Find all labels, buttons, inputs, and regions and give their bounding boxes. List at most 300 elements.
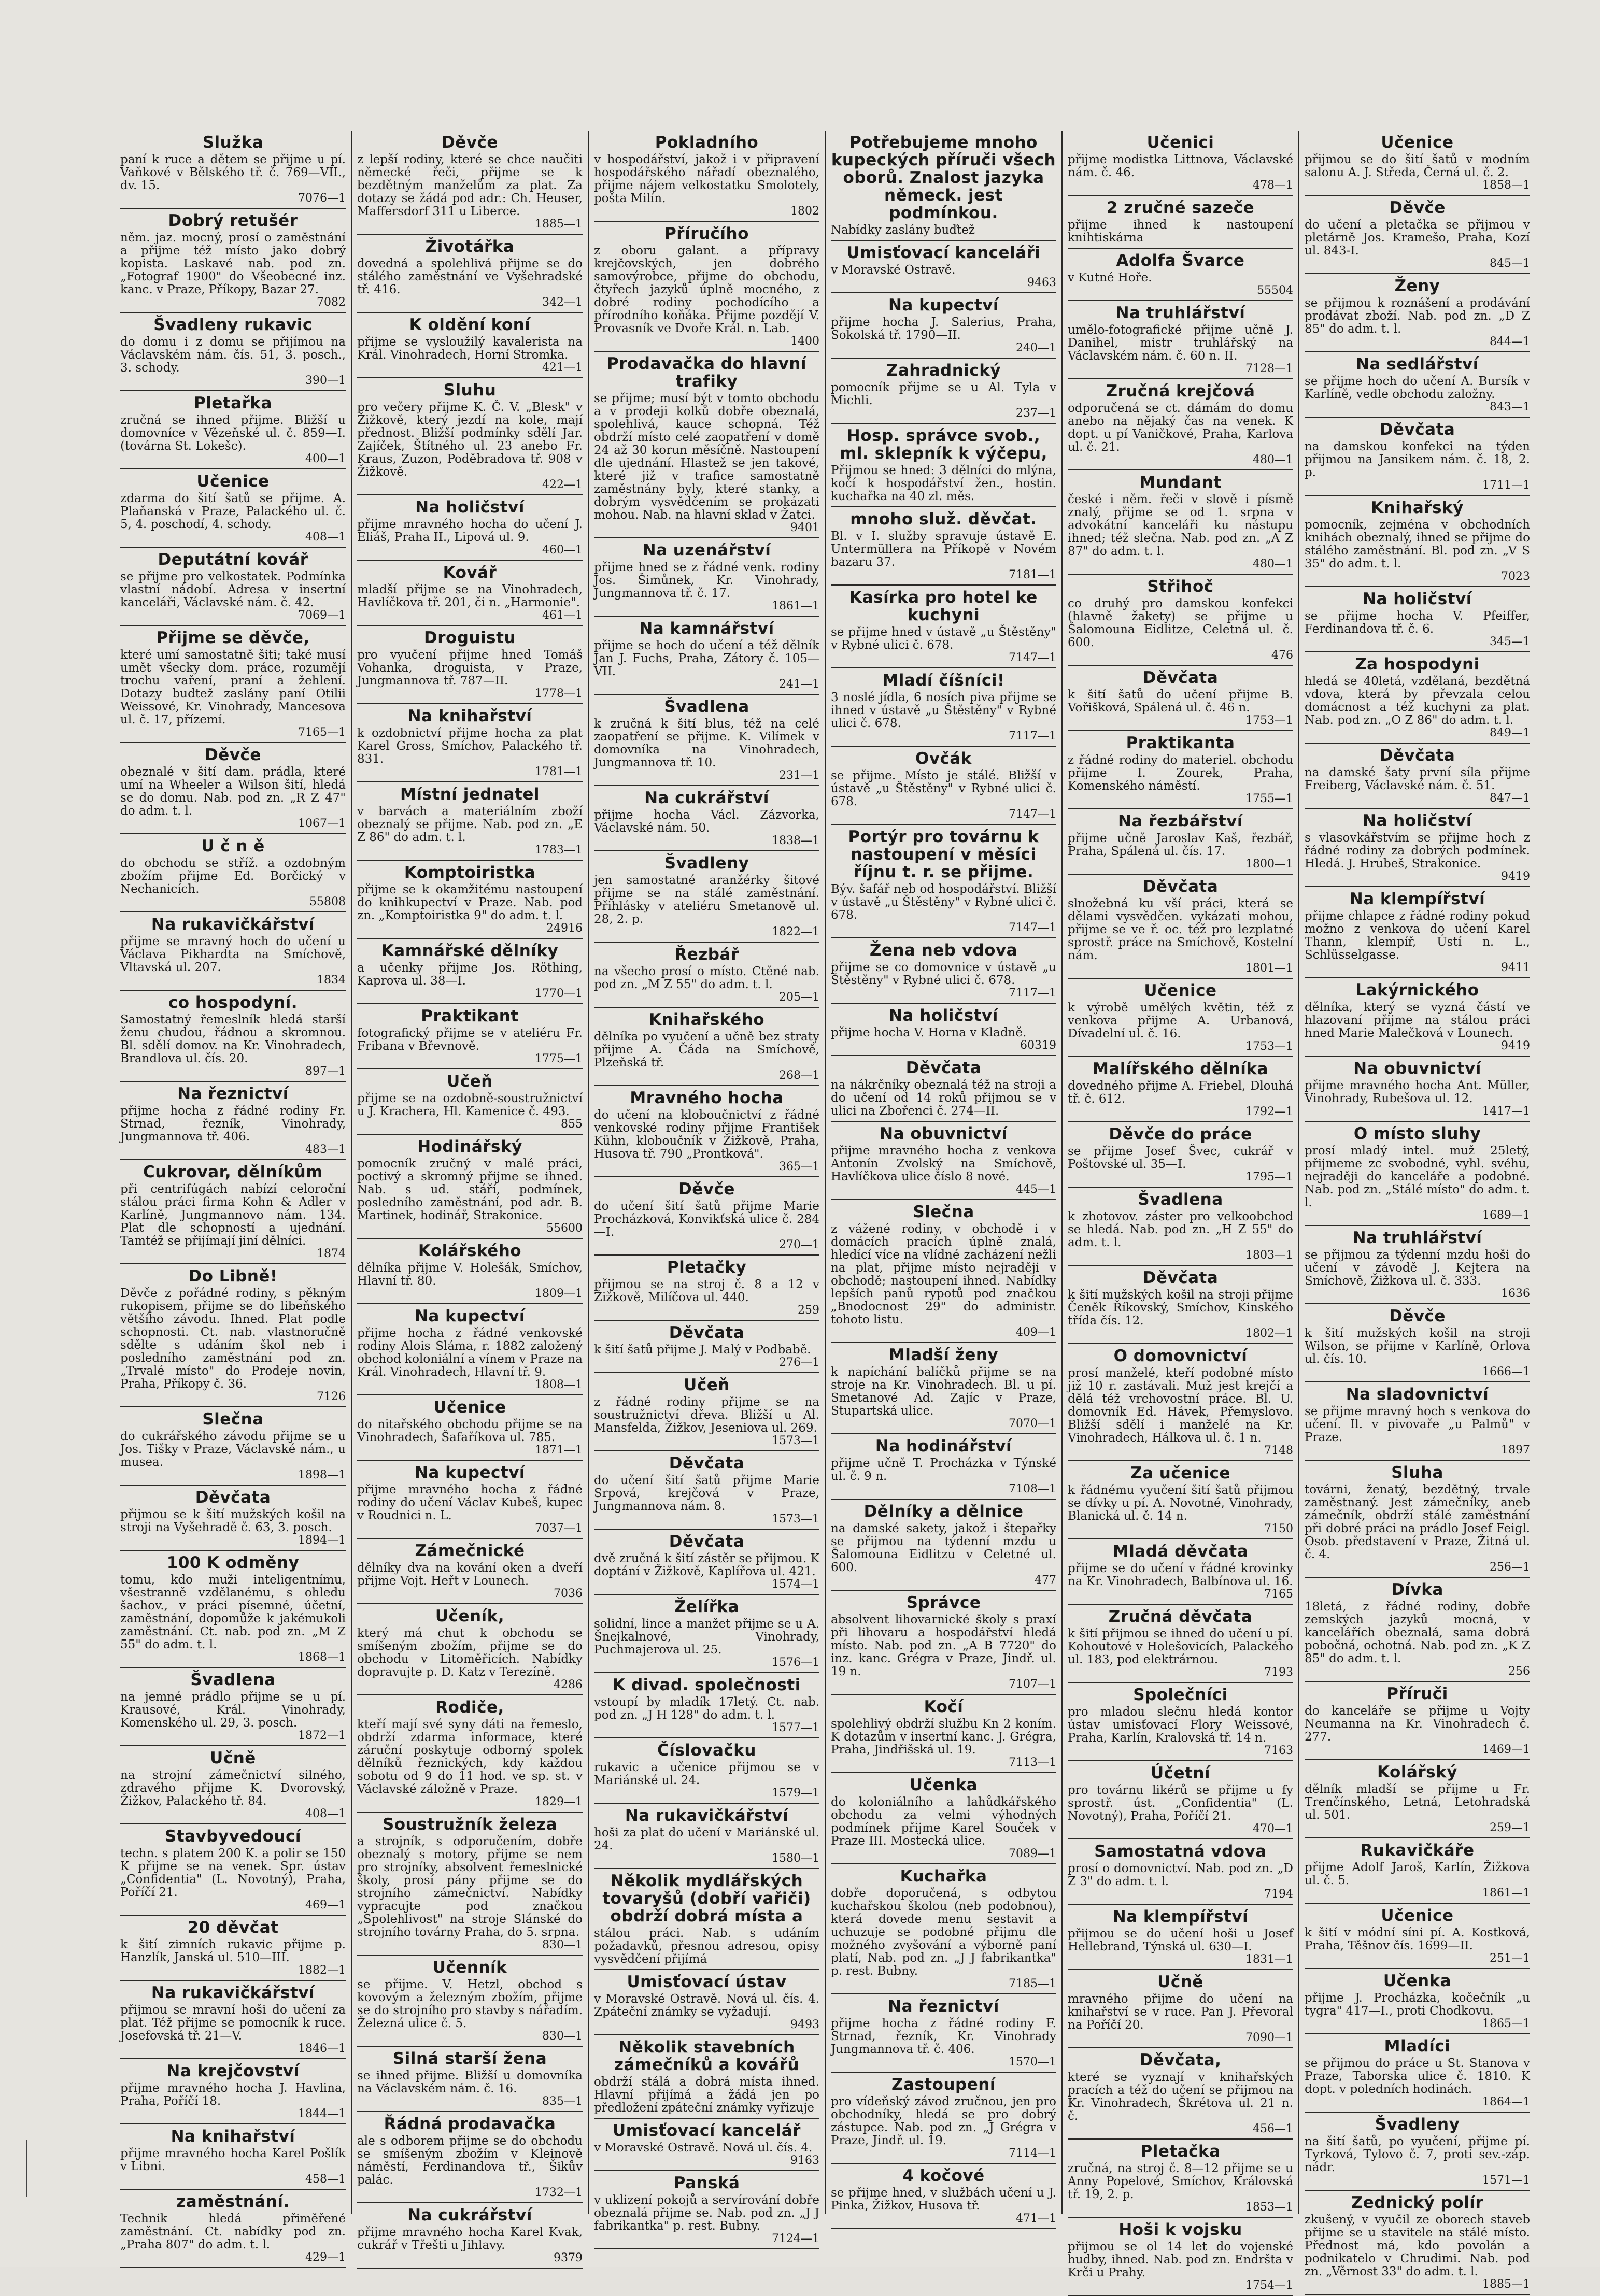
- ad-text: solidní, lince a manžet přijme se u A. Šnejkalnové, Vinohrady, Puchmajerova ul. 25.: [594, 1617, 819, 1657]
- ad-code: 9419: [1501, 870, 1530, 883]
- ad-heading: Švadleny: [664, 854, 749, 873]
- classified-ad: [120, 1264, 346, 1407]
- ad-code: 9401: [790, 521, 819, 534]
- ad-heading: Dělníky a dělnice: [863, 1502, 1024, 1521]
- classified-ad: [831, 668, 1056, 747]
- ad-heading: Děvčata: [1379, 420, 1455, 439]
- ad-text: hoši za plat do učení v Mariánské ul. 24.: [594, 1826, 819, 1852]
- classified-ad: [1068, 2140, 1293, 2218]
- classified-ad: [1305, 352, 1530, 418]
- ad-heading: Společníci: [1133, 1686, 1228, 1704]
- ad-text: přijmou se na stroj č. 8 a 12 v Žižkově, Milíčova ul. 440.: [594, 1278, 819, 1304]
- ad-heading: Dívka: [1391, 1580, 1443, 1599]
- ad-heading: Mladá děvčata: [1112, 1542, 1249, 1561]
- ad-column: [825, 131, 1061, 2225]
- ad-text: k napíchání balíčků přijme se na stroje na Kr. Vinohradech. Bl. u pí. Smetanové Ad. Zajíc v Praze, Stupartská ulice.: [831, 1365, 1056, 1418]
- classified-ad: [594, 1177, 819, 1256]
- classified-ad: [1305, 1969, 1530, 2034]
- ad-heading: 4 kočové: [902, 2166, 985, 2185]
- ad-heading: Na řezbářství: [1117, 812, 1243, 831]
- ad-code: 55808: [309, 895, 346, 908]
- ad-text: k šití šatů přijme J. Malý v Podbabě.: [594, 1343, 811, 1357]
- ad-heading: Pletařka: [194, 394, 272, 412]
- classified-ad: [120, 2190, 346, 2268]
- ad-code: 7113—1: [1009, 1756, 1056, 1769]
- ad-text: absolvent lihovarnické školy s praxí při lihovaru a hospodářství hledá místo. Nab. pod zn. „A B 7720" do inz. kanc. Grégra v Praze, Jindř. ul. 19 n.: [831, 1613, 1056, 1678]
- ad-code: 268—1: [779, 1069, 819, 1082]
- ad-code: 1781—1: [535, 765, 583, 778]
- ad-text: přijmou se mravní hoši do učení za plat. Též přijme se pomocník k ruce. Josefovská tř. 21—V.: [120, 2003, 346, 2043]
- ad-heading: Droguistu: [423, 629, 516, 647]
- classified-ad: [1068, 1683, 1293, 1761]
- ad-heading: Správce: [906, 1593, 981, 1612]
- ad-column: [1298, 131, 1535, 2291]
- ad-text: jen samostatné aranžérky šitové přijme se na stálé zaměstnání. Přihlásky v ateliéru Smetanově ul. 28, 2. p.: [594, 874, 819, 926]
- ad-heading: Praktikant: [421, 1007, 519, 1025]
- classified-ad: [831, 825, 1056, 938]
- classified-ad: [831, 1994, 1056, 2073]
- classified-ad: [1305, 2113, 1530, 2191]
- ad-heading: Děvčata: [1379, 746, 1455, 765]
- classified-ad: [1305, 131, 1530, 196]
- ad-code: 1882—1: [298, 1964, 346, 1977]
- ad-text: přijme mravného hocha do učení J. Eliáš, Praha II., Lipová ul. 9.: [357, 518, 583, 544]
- ad-text: při centrifúgách nabízí celoroční stálou práci firma Kohn & Adler v Karlíně, Jungmannovo nám. 134. Plat dle schopností a ujednání. Tamtéž se přijímají jiní dělníci.: [120, 1182, 346, 1248]
- classified-ad: [594, 1008, 819, 1086]
- ad-heading: Potřebujeme mnoho kupeckých příruči všech oborů. Znalost jazyka německ. jest podmínkou.: [831, 133, 1056, 222]
- ad-text: přijme hocha z řádné venkovské rodiny Alois Sláma, r. 1882 založený obchod koloniální a vínem v Praze na Král. Vinohradech, Hlavní tř. 9.: [357, 1327, 583, 1379]
- ad-text: v Kutné Hoře.: [1068, 271, 1152, 284]
- ad-code: 461—1: [542, 609, 583, 622]
- ad-heading: Mladíci: [1384, 2037, 1451, 2056]
- classified-ad: [1068, 1761, 1293, 1839]
- ad-code: 1573—1: [772, 1434, 819, 1447]
- ad-heading: Na uzenářství: [642, 541, 771, 560]
- ad-heading: Na holičství: [1363, 811, 1472, 830]
- classified-ad: [831, 1004, 1056, 1056]
- ad-code: 1753—1: [1245, 714, 1293, 727]
- ad-code: 1898—1: [298, 1468, 346, 1481]
- ad-heading: Číslovačku: [657, 1741, 756, 1760]
- ad-text: mladší přijme se na Vinohradech, Havlíčkova tř. 201, či n. „Harmonie".: [357, 583, 583, 609]
- ad-heading: Želířka: [674, 1598, 740, 1616]
- ad-text: dělníka, který se vyzná částí ve hlazovaní přijme na stálou práci hned Marie Malečková v Lounech.: [1305, 1001, 1530, 1040]
- ad-heading: Sluhu: [443, 381, 497, 400]
- ad-heading: Učenice: [196, 472, 270, 491]
- ad-text: prosí mladý intel. muž 25letý, přijmeme zc svobodné, vyhl. svéhu, nejraději do kanceláře a podobné. Nab. pod zn. „Stálé místo" do adm. t. l.: [1305, 1144, 1530, 1209]
- classified-ad: [120, 912, 346, 991]
- ad-code: 849—1: [1490, 726, 1530, 739]
- classified-ad: [831, 1200, 1056, 1343]
- ad-text: pro továrnu likérů se přijme u fy sprostř. úst. „Confidentia" (L. Novotný), Praha, Poříčí 21.: [1068, 1784, 1293, 1823]
- ad-text: se přijme. V. Hetzl, obchod s kovovým a železným zbožím, přijme se do strojního pro stavby s nářadím. Železná ulice č. 5.: [357, 1978, 583, 2030]
- ad-text: pomocník zručný v malé práci, poctivý a skromný přijme se ihned. Nab. s ud. stáří, podmínek, posledního zaměstnání, pod adr. B. Martinek, hodinář, Strakonice.: [357, 1157, 583, 1222]
- ad-code: 1469—1: [1482, 1743, 1530, 1756]
- ad-heading: Děvčata: [669, 1532, 745, 1551]
- classified-ad: [1305, 1760, 1530, 1838]
- ad-heading: Žena neb vdova: [869, 941, 1018, 960]
- ad-heading: Mundant: [1139, 473, 1222, 492]
- ad-code: 1755—1: [1245, 792, 1293, 805]
- classified-ad: [120, 2124, 346, 2190]
- ad-text: z oboru galant. a přípravy krejčovských, jen dobrého samovýrobce, přijme do obchodu, čtyřech jazyků úplně mocného, z dobré rodiny pochodícího a přírodního koňáka. Přijme pozdějí V. Provasník ve Dvoře Král. n. Lab.: [594, 244, 819, 335]
- ad-text: české i něm. řeči v slově i písmě znalý, přijme se od 1. srpna v advokátní kanceláři ku nástupu ihned; též slečna. Nab. pod zn. „A Z 87" do adm. t. l.: [1068, 493, 1293, 558]
- classified-ad: [1068, 731, 1293, 809]
- classified-ad: [120, 2059, 346, 2124]
- ad-heading: Za hospodyni: [1355, 655, 1480, 674]
- ad-text: do kanceláře se přijme u Vojty Neumanna na Kr. Vinohradech č. 277.: [1305, 1704, 1530, 1744]
- classified-ad: [357, 1604, 583, 1695]
- classified-ad: [1305, 1304, 1530, 1382]
- ad-text: 18letá, z řádné rodiny, dobře zemských jazyků mocná, v kancelářích obeznalá, sama dobrá pobočná, ochotná. Nab. pod zn. „K Z 85" do adm. t. l.: [1305, 1600, 1530, 1665]
- ad-code: 9463: [1027, 276, 1056, 289]
- ad-text: přijme mravného hocha Karel Kvak, cukrář v Třešti u Jihlavy.: [357, 2226, 583, 2252]
- ad-heading: Zručná krejčová: [1106, 382, 1255, 401]
- ad-code: 408—1: [305, 531, 346, 544]
- ad-code: 7037—1: [535, 1522, 583, 1535]
- ad-heading: Švadlena: [664, 697, 749, 716]
- classified-ad: [357, 861, 583, 939]
- ad-text: přijme hocha Václ. Zázvorka, Václavské nám. 50.: [594, 808, 819, 835]
- classified-ad: [831, 131, 1056, 241]
- ad-code: 445—1: [1016, 1183, 1056, 1196]
- classified-ad: [831, 2164, 1056, 2229]
- ad-text: k zhotovov. záster pro velkoobchod se hledá. Nab. pod zn. „H Z 55" do adm. t. l.: [1068, 1210, 1293, 1249]
- ad-code: 1829—1: [535, 1795, 583, 1808]
- ad-text: se přijmou za týdenní mzdu hoši do učení v závodě J. Kejtera na Smíchově, Žižkova ul. č. 333.: [1305, 1248, 1530, 1288]
- classified-ad: [1305, 2034, 1530, 2113]
- ad-code: 7181—1: [1009, 568, 1056, 581]
- classified-ad: [1305, 978, 1530, 1057]
- ad-heading: Zámečnické: [415, 1542, 525, 1560]
- ad-text: přijme ihned k nastoupení knihtiskárna: [1068, 218, 1293, 245]
- ad-code: 1834: [317, 974, 346, 987]
- ad-text: k řádnému vyučení šití šatů přijmou se dívky u pí. A. Novotné, Vinohrady, Blanická ul. č. 14 n.: [1068, 1484, 1293, 1523]
- classified-ad: [1068, 470, 1293, 575]
- ad-code: 1864—1: [1482, 2095, 1530, 2108]
- ad-heading: Na cukrářství: [644, 789, 769, 807]
- ad-heading: Na obuvnictví: [1353, 1059, 1481, 1078]
- classified-ad: [120, 1668, 346, 1746]
- classified-ad: [1068, 1539, 1293, 1605]
- classified-ad: [594, 2119, 819, 2171]
- ad-code: 231—1: [779, 769, 819, 782]
- ad-code: 1778—1: [535, 687, 583, 700]
- classified-ad: [120, 313, 346, 391]
- classified-ad: [1068, 1188, 1293, 1266]
- ad-code: 460—1: [542, 544, 583, 557]
- classified-ad: [831, 507, 1056, 586]
- ad-text: na všecho prosí o místo. Ctěné nab. pod zn. „M Z 55" do adm. t. l.: [594, 965, 819, 991]
- classified-ad: [594, 131, 819, 222]
- classified-ad: [1068, 249, 1293, 301]
- ad-code: 1792—1: [1245, 1105, 1293, 1118]
- classified-ad: [120, 743, 346, 834]
- ad-heading: Učenice: [1381, 1906, 1454, 1925]
- classified-ad: [1068, 1970, 1293, 2048]
- classified-ad: [120, 1486, 346, 1551]
- ad-heading: O místo sluhy: [1353, 1124, 1481, 1143]
- classified-ad: [1068, 1057, 1293, 1122]
- ad-text: do učení šití šatů přijme Marie Procházková, Konvikťská ulice č. 284—I.: [594, 1200, 819, 1239]
- ad-code: 7117—1: [1009, 730, 1056, 743]
- ad-heading: Sluha: [1391, 1463, 1443, 1482]
- ad-code: 1838—1: [772, 834, 819, 847]
- ad-heading: Panská: [673, 2174, 740, 2192]
- classified-ad: [357, 561, 583, 626]
- classified-ad: [357, 313, 583, 378]
- ad-heading: Dobrý retušér: [168, 211, 298, 230]
- ad-code: 7185—1: [1009, 1977, 1056, 1990]
- ad-text: přijme hocha z řádné rodiny F. Strnad, řezník, Kr. Vinohrady Jungmannova tř. č. 406.: [831, 2017, 1056, 2056]
- ad-code: 1844—1: [298, 2107, 346, 2120]
- classified-ad: [1305, 1682, 1530, 1760]
- ad-heading: Učenka: [909, 1776, 978, 1794]
- ad-text: přijme učně Jaroslav Kaš, řezbář, Praha, Spálená ul. čís. 17.: [1068, 832, 1293, 858]
- classified-ad: [594, 786, 819, 851]
- ad-text: přijme mravného hocha z venkova Antonín Zvolský na Smíchově, Havlíčkova ulice číslo 8 nové.: [831, 1144, 1056, 1183]
- classified-ad: [120, 469, 346, 548]
- ad-code: 469—1: [305, 1899, 346, 1912]
- classified-ad: [831, 938, 1056, 1004]
- classified-ad: [831, 1343, 1056, 1434]
- ad-text: pro vídeňský závod zručnou, jen pro obchodníky, hledá se pro dobrý zástupce. Nab. pod zn. „J Grégra v Praze, Jindř. ul. 19.: [831, 2095, 1056, 2147]
- classified-ad: [357, 2112, 583, 2203]
- ad-text: které umí samostatně šiti; také musí umět všecky dom. práce, rozumějí trochu vaření, praní a žehlení. Dotazy budtež zaslány paní Otilii Weissové, Kr. Vinohrady, Mancesova ul. č. 17, přízemí.: [120, 648, 346, 726]
- ad-heading: mnoho služ. děvčat.: [850, 510, 1037, 529]
- ad-code: 270—1: [779, 1238, 819, 1251]
- ad-text: se přijme; musí být v tomto obchodu a v prodeji kolků dobře obeznalá, spolehlivá, kauce schopná. Též obdrží místo celé zaopatření v domě 24 až 30 korun měsíčně. Nastoupení dle ujednání. Hlastež se jen takové, které již v trafice samostatně zaměstnány byly, které stanky, a dobrým vysvědčením se prokázati mohou. Nab. na hlavní sklad v Žatci.: [594, 392, 819, 522]
- ad-text: se přijme hned v ústavě „u Štěstěny" v Rybné ulici č. 678.: [831, 625, 1056, 652]
- ad-text: zručná se ihned přijme. Bližší u domovníce v Vězeňské ul. č. 859—I. (továrna St. Lokešc).: [120, 413, 346, 453]
- ad-text: dělníka přijme V. Holešák, Smíchov, Hlavní tř. 80.: [357, 1261, 583, 1288]
- ad-text: k šití šatů do učení přijme B. Vořišková, Spálená ul. č. 46 n.: [1068, 688, 1293, 715]
- ad-heading: Adolfa Švarce: [1116, 251, 1245, 270]
- ad-code: 1861—1: [1482, 1887, 1530, 1900]
- classified-ad: [357, 1004, 583, 1069]
- ad-heading: Zručná děvčata: [1108, 1607, 1253, 1626]
- ad-code: 205—1: [779, 991, 819, 1004]
- ad-heading: Stavbyvedoucí: [165, 1827, 301, 1846]
- ad-code: 830—1: [542, 1938, 583, 1951]
- ad-column: [588, 131, 825, 2245]
- ad-code: 1803—1: [1245, 1249, 1293, 1262]
- ad-text: do cukrářského závodu přijme se u Jos. Tišky v Praze, Václavské nám., u musea.: [120, 1430, 346, 1469]
- classified-ad: [357, 1239, 583, 1304]
- ad-text: Technik hledá přiměřené zaměstnání. Ct. nabídky pod zn. „Praha 807" do adm. t. l.: [120, 2212, 346, 2251]
- ad-code: 7128—1: [1245, 362, 1293, 375]
- ad-code: 1822—1: [772, 925, 819, 938]
- classified-ad: [594, 1373, 819, 1451]
- ad-code: 422—1: [542, 478, 583, 491]
- ad-heading: Na holičství: [889, 1006, 998, 1025]
- ad-heading: Učenice: [1381, 133, 1454, 152]
- ad-code: 7090—1: [1245, 2031, 1293, 2044]
- ad-code: 1711—1: [1482, 479, 1530, 492]
- ad-code: 1809—1: [535, 1287, 583, 1300]
- ad-code: 1865—1: [1482, 2017, 1530, 2030]
- ad-text: z řádné rodiny přijme se na soustružnictví dřeva. Bližší u Al. Mansfelda, Žižkov, Jeseniova ul. 269.: [594, 1395, 819, 1435]
- ad-heading: Kolářský: [1377, 1763, 1457, 1781]
- ad-heading: Komptoiristka: [404, 863, 536, 882]
- ad-text: umělo-fotografické přijme učně J. Danihel, mistr truhlářský na Václavském nám. č. 60 n. II.: [1068, 323, 1293, 363]
- ad-column: [351, 131, 588, 2264]
- classified-ad: [594, 695, 819, 786]
- classified-ad: [831, 293, 1056, 359]
- ad-text: hledá se 40letá, vzdělaná, bezdětná vdova, která by převzala celou domácnost a též kuchyni za plat. Nab. pod zn. „O Z 86" do adm. t. l.: [1305, 675, 1530, 727]
- ad-heading: Na obuvnictví: [880, 1124, 1008, 1143]
- ad-code: 458—1: [305, 2173, 346, 2186]
- ad-code: 7147—1: [1009, 921, 1056, 934]
- ad-text: přijme se mravný hoch do učení u Václava Pikhardta na Smíchově, Vltavská ul. 207.: [120, 935, 346, 974]
- ad-heading: Na hodinářství: [875, 1437, 1012, 1456]
- classified-ad: [1305, 1461, 1530, 1578]
- ad-code: 7165—1: [298, 726, 346, 739]
- classified-ad: [594, 1451, 819, 1530]
- ad-text: do učení na kloboučnictví z řádné venkovské rodiny přijme František Kühn, kloboučník v Žižkově, Praha, Husova tř. 790 „Prontková".: [594, 1108, 819, 1161]
- ad-text: se přijme hocha V. Pfeiffer, Ferdinandova tř. č. 6.: [1305, 609, 1530, 636]
- ad-text: do koloniálního a lahůdkářského obchodu za velmi výhodných podmínek přijme Karel Souček v Praze III. Mostecká ulice.: [831, 1795, 1056, 1848]
- ad-text: v barvách a materiálním zboží obeznalý se přijme. Nab. pod zn. „E Z 86" do adm. t. l.: [357, 805, 583, 844]
- ad-code: 1795—1: [1245, 1171, 1293, 1183]
- binding-line: [26, 2140, 27, 2197]
- classified-ad: [120, 209, 346, 313]
- ad-code: 400—1: [305, 452, 346, 465]
- ad-heading: Kuchařka: [900, 1867, 987, 1886]
- ad-text: na strojní zámečnictví silného, zdravého přijme K. Dvorovský, Žižkov, Palackého tř. 84.: [120, 1769, 346, 1808]
- ad-heading: Ženy: [1394, 277, 1440, 295]
- classified-ad: [1305, 887, 1530, 978]
- ad-heading: Na holičství: [1363, 590, 1472, 608]
- ad-heading: Na rukavičkářství: [151, 1984, 315, 2002]
- ad-text: Bl. v I. služby spravuje ústavě E. Untermüllera na Příkopě v Novém bazaru 37.: [831, 530, 1056, 569]
- ad-heading: Učně: [1157, 1973, 1203, 1991]
- ad-text: k šití přijmou se ihned do učení u pí. Kohoutové v Holešovicích, Palackého ul. 183, pod elektrárnou.: [1068, 1627, 1293, 1666]
- ad-heading: Portýr pro továrnu k nastoupení v měsíci říjnu t. r. se přijme.: [848, 828, 1039, 881]
- ad-code: 1753—1: [1245, 1040, 1293, 1053]
- ad-text: v Moravské Ostravě.: [831, 263, 956, 277]
- ad-heading: Ovčák: [915, 749, 972, 768]
- classified-ad: [594, 1673, 819, 1738]
- ad-text: Přijmou se hned: 3 dělníci do mlýna, kočí k hospodářství žen., hostin. kuchařka na 40 zl. měs.: [831, 464, 1056, 503]
- ad-code: 409—1: [1016, 1326, 1056, 1339]
- ad-text: se přijme hned, v službách učení u J. Pinka, Žižkov, Husova tř.: [831, 2186, 1056, 2213]
- ad-text: přijme J. Procházka, kočečník „u tygra" 417—I., proti Chodkovu.: [1305, 1991, 1530, 2018]
- ad-text: přijme hocha V. Horna v Kladně.: [831, 1026, 1027, 1039]
- ad-heading: Na řeznictví: [888, 1997, 999, 2016]
- ad-text: přijme mravného hocha J. Havlina, Praha, Poříčí 18.: [120, 2081, 346, 2108]
- ad-code: 456—1: [1253, 2122, 1293, 2135]
- ad-heading: Děvče: [442, 133, 498, 152]
- ad-code: 7117—1: [1009, 987, 1056, 1000]
- classified-ad: [831, 1500, 1056, 1591]
- classified-ad: [120, 834, 346, 912]
- ad-code: 7114—1: [1009, 2147, 1056, 2160]
- classified-ad: [594, 1595, 819, 1673]
- ad-heading: Na holičství: [415, 498, 525, 517]
- ad-code: 7089—1: [1009, 1847, 1056, 1860]
- ad-code: 1894—1: [298, 1534, 346, 1547]
- ad-text: z lepší rodiny, které se chce naučiti německé řeči, přijme se k bezdětným manželům za plat. Za dotazy se žádá pod adr.: Ch. Heuser, Maffersdorf 311 u Liberce.: [357, 153, 583, 218]
- ad-text: přijme mravného hocha Karel Pošlík v Libni.: [120, 2147, 346, 2173]
- ad-heading: Kasírka pro hotel ke kuchyni: [849, 588, 1038, 624]
- ad-text: do učení a pletačka se přijmou v pletárně Jos. Kramešo, Praha, Kozí ul. 843-I.: [1305, 218, 1530, 258]
- ad-heading: Kamnářské dělníky: [381, 942, 559, 960]
- ad-text: prosí manželé, kteří podobné místo již 10 r. zastávali. Muž jest krejčí a dělá též vrchovostní práce. Bl. U. domovník Ed. Hávek, Přemyslovo. Bližší sdělí i manželé na Kr. Vinohradech, Hálkova ul. č. 1 n.: [1068, 1366, 1293, 1445]
- classified-ad: [594, 1738, 819, 1804]
- classified-ad: [1068, 1839, 1293, 1905]
- classified-ad: [357, 1813, 583, 1956]
- ad-code: 1874: [317, 1247, 346, 1260]
- ad-code: 480—1: [1253, 558, 1293, 571]
- classified-ad: [594, 943, 819, 1008]
- ad-text: obeznalé v šití dam. prádla, které umí na Wheeler a Wilson šití, hledá se do domu. Nab. pod zn. „R Z 47" do adm. t. l.: [120, 765, 346, 818]
- ad-heading: Na knihařství: [407, 707, 532, 725]
- ad-heading: Děvčata: [905, 1059, 982, 1077]
- ad-heading: Kovář: [443, 563, 497, 582]
- ad-text: přijme se na ozdobně-soustružnictví u J. Krachera, Hl. Kamenice č. 493.: [357, 1092, 583, 1118]
- classified-ad: [1068, 1266, 1293, 1344]
- ad-heading: Děvčata: [669, 1454, 745, 1473]
- ad-text: se přijme. Místo je stálé. Bližší v ústavě „u Štěstěny" v Rybné ulici č. 678.: [831, 769, 1056, 808]
- classified-ad: [594, 1321, 819, 1373]
- ad-text: přijmou se k šití mužských košil na stroji na Vyšehradě č. 63, 3. posch.: [120, 1508, 346, 1534]
- ad-text: přijme mravného hocha Ant. Müller, Vinohrady, Rubešova ul. 12.: [1305, 1079, 1530, 1105]
- ad-code: 7107—1: [1009, 1678, 1056, 1691]
- ad-code: 7082: [317, 296, 346, 309]
- ad-heading: Slečna: [913, 1203, 974, 1221]
- ad-text: Samostatný řemeslník hledá starší ženu chudou, řádnou a skromnou. Bl. sdělí domov. na Kr. Vinohradech, Brandlova ul. čís. 20.: [120, 1013, 346, 1065]
- ad-code: 1868—1: [298, 1651, 346, 1664]
- classified-ad: [831, 424, 1056, 507]
- ad-code: 1636: [1501, 1287, 1530, 1300]
- ad-text: v uklizení pokojů a servírování dobře obeznalá přijme se. Nab. pod zn. „J J fabrikantka" p. rest. Bubny.: [594, 2193, 819, 2233]
- ad-text: co druhý pro damskou konfekci (hlavně žakety) se přijme u Šalomouna Eidlitze, Celetná ul. č. 600.: [1068, 597, 1293, 649]
- ad-text: mravného přijme do učení na knihařství se v ruce. Pan J. Převoral na Poříčí 20.: [1068, 1992, 1293, 2032]
- ad-heading: Učenici: [1146, 133, 1214, 152]
- ad-text: se přijme pro velkostatek. Podmínka vlastní nádobí. Adresa v insertní kanceláři, Václavské nám. č. 42.: [120, 570, 346, 609]
- ad-text: k šití mužských košil na stroji přijme Čeněk Říkovský, Smíchov, Kinského třída čís. 12.: [1068, 1288, 1293, 1328]
- ad-code: 237—1: [1016, 407, 1056, 420]
- ad-heading: Děvčata: [1142, 668, 1219, 687]
- ad-heading: Učenník: [432, 1958, 507, 1977]
- ad-code: 1853—1: [1245, 2201, 1293, 2214]
- ad-code: 9493: [790, 2018, 819, 2031]
- ad-code: 55504: [1257, 284, 1293, 297]
- ad-heading: Několik stavebních zámečníků a kovářů: [614, 2038, 800, 2074]
- ad-code: 1576—1: [772, 1656, 819, 1669]
- ad-heading: Děvčata: [669, 1323, 745, 1342]
- ad-text: přijme učně T. Procházka v Týnské ul. č. 9 n.: [831, 1457, 1056, 1483]
- ad-code: 844—1: [1490, 335, 1530, 348]
- ad-text: dovedná a spolehlivá přijme se do stálého zaměstnání ve Vyšehradské tř. 416.: [357, 257, 583, 296]
- ad-code: 847—1: [1490, 792, 1530, 805]
- ad-text: stálou práci. Nab. s udáním požadavků, přesnou adresou, opisy vysvědčení přijímá: [594, 1927, 819, 1966]
- ad-code: 1801—1: [1245, 962, 1293, 975]
- ad-heading: Praktikanta: [1126, 734, 1235, 752]
- ad-text: přijme modistka Littnova, Václavské nám. č. 46.: [1068, 153, 1293, 179]
- ad-heading: Učenice: [1144, 981, 1217, 1000]
- ad-heading: Děvče: [1389, 198, 1446, 217]
- ad-column: [1061, 131, 1298, 2292]
- classified-ad: [1305, 587, 1530, 652]
- classified-ad: [1305, 1578, 1530, 1682]
- ad-heading: Učně: [210, 1749, 256, 1767]
- classified-ad: [357, 2203, 583, 2269]
- ad-text: spolehlivý obdrží službu Kn 2 koním. K dotazům v insertní kanc. J. Grégra, Praha, Jindřišská ul. 19.: [831, 1717, 1056, 1757]
- classified-ad: [120, 1746, 346, 1824]
- ad-text: v Moravské Ostravě. Nová ul. čís. 4.: [594, 2141, 813, 2155]
